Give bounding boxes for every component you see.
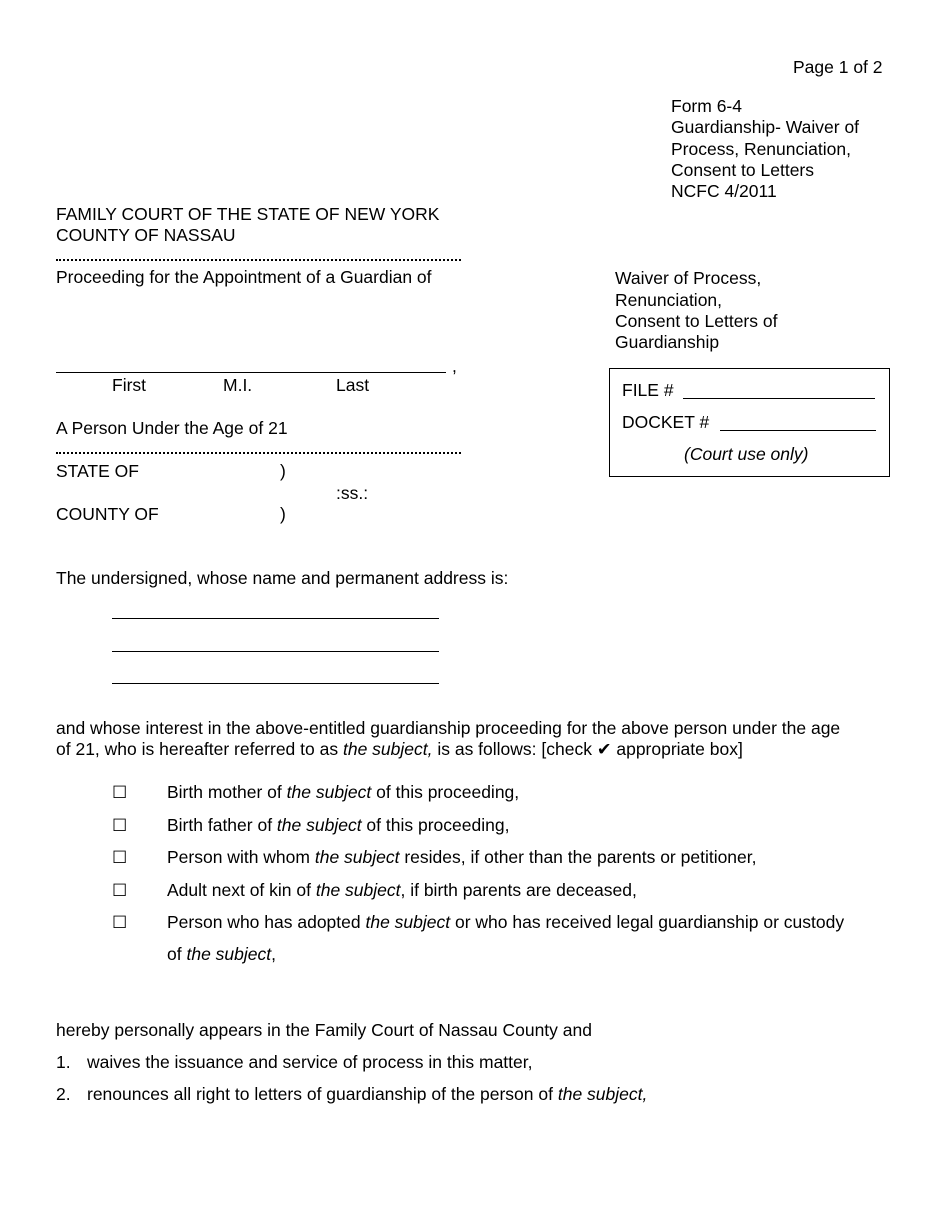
address-line-1[interactable] [112, 618, 439, 619]
court-county: COUNTY OF NASSAU [56, 225, 236, 245]
checkbox-next-of-kin[interactable]: ☐ [112, 881, 128, 900]
title-line: Renunciation, [615, 290, 723, 310]
option-birth-mother [167, 782, 519, 803]
text-run: , if birth parents are deceased, [400, 880, 637, 900]
court-name: FAMILY COURT OF THE STATE OF NEW YORK [56, 204, 440, 224]
text-run: of this proceeding, [371, 782, 520, 802]
form-line: Process, Renunciation, [671, 139, 851, 159]
title-line: Waiver of Process, [615, 268, 762, 288]
item-number: 2. [56, 1084, 71, 1104]
appearance-statement: hereby personally appears in the Family Court of Nassau County and [56, 1020, 592, 1040]
ss-label: :ss.: [336, 483, 369, 503]
person-description: A Person Under the Age of 21 [56, 418, 288, 438]
page-number: Page 1 of 2 [793, 57, 883, 77]
file-number-field[interactable] [683, 398, 875, 399]
form-line: Form 6-4 [671, 96, 742, 116]
venue-paren: ) [280, 461, 286, 481]
checkbox-birth-mother[interactable]: ☐ [112, 783, 128, 802]
item-renounces-letters [87, 1084, 647, 1105]
text-run: is as follows: [check ✔ appropriate box] [432, 739, 743, 759]
checkbox-birth-father[interactable]: ☐ [112, 816, 128, 835]
subject-term: the subject [315, 880, 401, 900]
text-run: Adult next of kin of [167, 880, 316, 900]
form-line: NCFC 4/2011 [671, 181, 777, 201]
address-line-2[interactable] [112, 651, 439, 652]
text-run: or who has received legal guardianship or custody [450, 912, 845, 932]
last-name-label: Last [336, 375, 370, 395]
text-run: Person who has adopted [167, 912, 366, 932]
text-run: resides, if other than the parents or petitioner, [399, 847, 757, 867]
text-run: renounces all right to letters of guardianship of the person of [87, 1084, 558, 1104]
state-of-label: STATE OF [56, 461, 139, 481]
subject-term: the subject [186, 944, 272, 964]
option-resident [167, 847, 757, 868]
file-number-label: FILE # [622, 380, 674, 400]
text-run: of 21, who is hereafter referred to as [56, 739, 343, 759]
text-run: Birth mother of [167, 782, 287, 802]
subject-name-line[interactable] [56, 372, 446, 373]
undersigned-intro: The undersigned, whose name and permanent address is: [56, 568, 509, 588]
interest-statement-line [56, 739, 743, 760]
first-name-label: First [112, 375, 147, 395]
address-line-3[interactable] [112, 683, 439, 684]
interest-statement-line: and whose interest in the above-entitled guardianship proceeding for the above person under the age [56, 718, 841, 738]
option-adoptive-continued [167, 944, 276, 965]
subject-term: the subject [276, 815, 362, 835]
subject-term: the subject [314, 847, 400, 867]
option-birth-father [167, 815, 509, 836]
text-run: Birth father of [167, 815, 277, 835]
subject-term: the subject, [557, 1084, 648, 1104]
form-line: Consent to Letters [671, 160, 814, 180]
dotted-divider [56, 450, 461, 454]
option-next-of-kin [167, 880, 637, 901]
item-number: 1. [56, 1052, 71, 1072]
caption-comma: , [452, 356, 457, 376]
proceeding-caption: Proceeding for the Appointment of a Guardian of [56, 267, 432, 287]
title-line: Consent to Letters of [615, 311, 778, 331]
venue-paren: ) [280, 504, 286, 524]
form-line: Guardianship- Waiver of [671, 117, 860, 137]
subject-term: the subject [365, 912, 451, 932]
docket-number-label: DOCKET # [622, 412, 710, 432]
subject-term: the subject, [342, 739, 433, 759]
county-of-label: COUNTY OF [56, 504, 159, 524]
court-use-note: (Court use only) [684, 444, 809, 464]
mi-label: M.I. [223, 375, 253, 395]
checkbox-adoptive[interactable]: ☐ [112, 913, 128, 932]
option-adoptive [167, 912, 844, 933]
text-run: Person with whom [167, 847, 315, 867]
dotted-divider [56, 257, 461, 261]
subject-term: the subject [286, 782, 372, 802]
item-waives-process: waives the issuance and service of process in this matter, [87, 1052, 533, 1072]
title-line: Guardianship [615, 332, 720, 352]
text-run: of this proceeding, [361, 815, 510, 835]
checkbox-resident[interactable]: ☐ [112, 848, 128, 867]
text-run: , [271, 944, 276, 964]
docket-number-field[interactable] [720, 430, 876, 431]
text-run: of [167, 944, 187, 964]
